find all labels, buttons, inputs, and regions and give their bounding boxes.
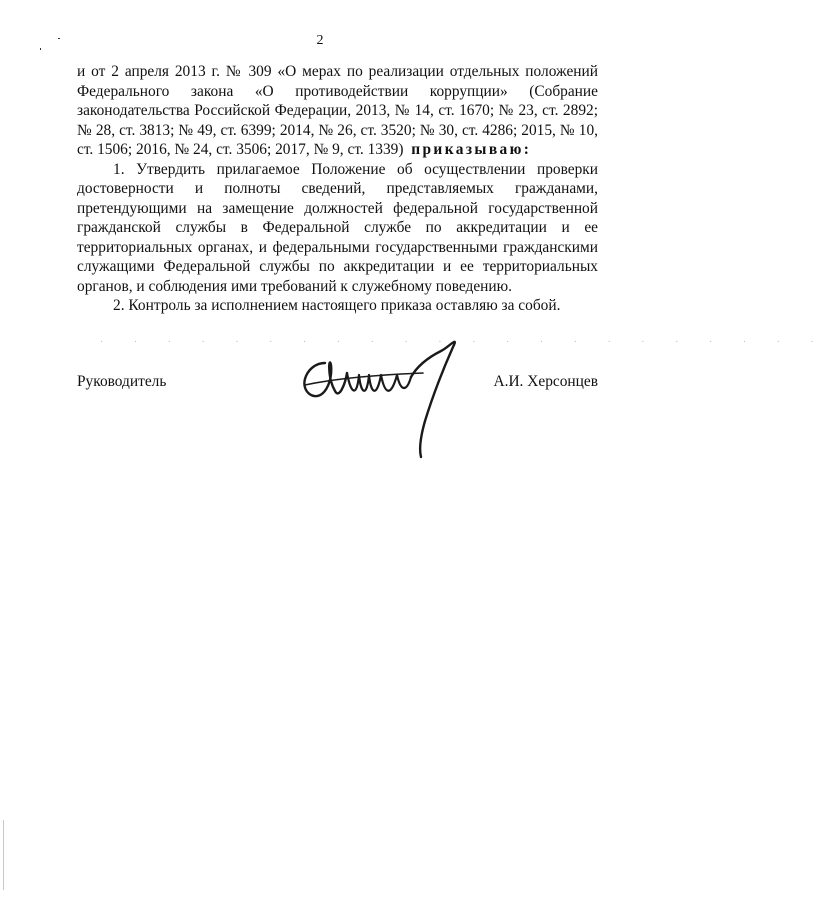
scan-speck (40, 48, 41, 50)
handwritten-signature (293, 325, 483, 465)
paragraph-item-1: 1. Утвердить прилагаемое Положение об осуществлении проверки достоверности и полноты сведений, представляемых гражданами, претендующими на замещение должностей федеральной государственной гражданской службы в Федеральной службе по аккредитации и ее территориальных органах, и федеральными государственными гражданскими служащими Федеральной службы по аккредитации и ее территориальных органов, и соблюдения ими требований к служебному поведению. (77, 160, 598, 295)
scan-speck (58, 38, 60, 39)
scan-noise: · · · · · · · · · · · · · · · · · · · · · · (100, 337, 828, 348)
document-body (77, 62, 598, 316)
order-keyword: приказываю: (411, 141, 532, 158)
page-number: 2 (316, 33, 324, 48)
signer-name: А.И. Херсонцев (493, 373, 598, 390)
legal-basis-text: и от 2 апреля 2013 г. № 309 «О мерах по реализации отдельных положений Федерального закона «О противодействии коррупции» (Собрание законодательства Российской Федерации, 2013, № 14, ст. 1670; № 23, ст. 2892; № 28, ст. 3813; № 49, ст. 6399; 2014, № 26, ст. 3520; № 30, ст. 4286; 2015, № 10, ст. 1506; 2016, № 24, ст. 3506; 2017, № 9, ст. 1339) (77, 63, 598, 158)
scan-edge-line (3, 820, 4, 890)
paragraph-item-2: 2. Контроль за исполнением настоящего приказа оставляю за собой. (113, 297, 561, 314)
signer-role: Руководитель (77, 373, 167, 390)
paragraph-legal-basis (77, 62, 598, 160)
